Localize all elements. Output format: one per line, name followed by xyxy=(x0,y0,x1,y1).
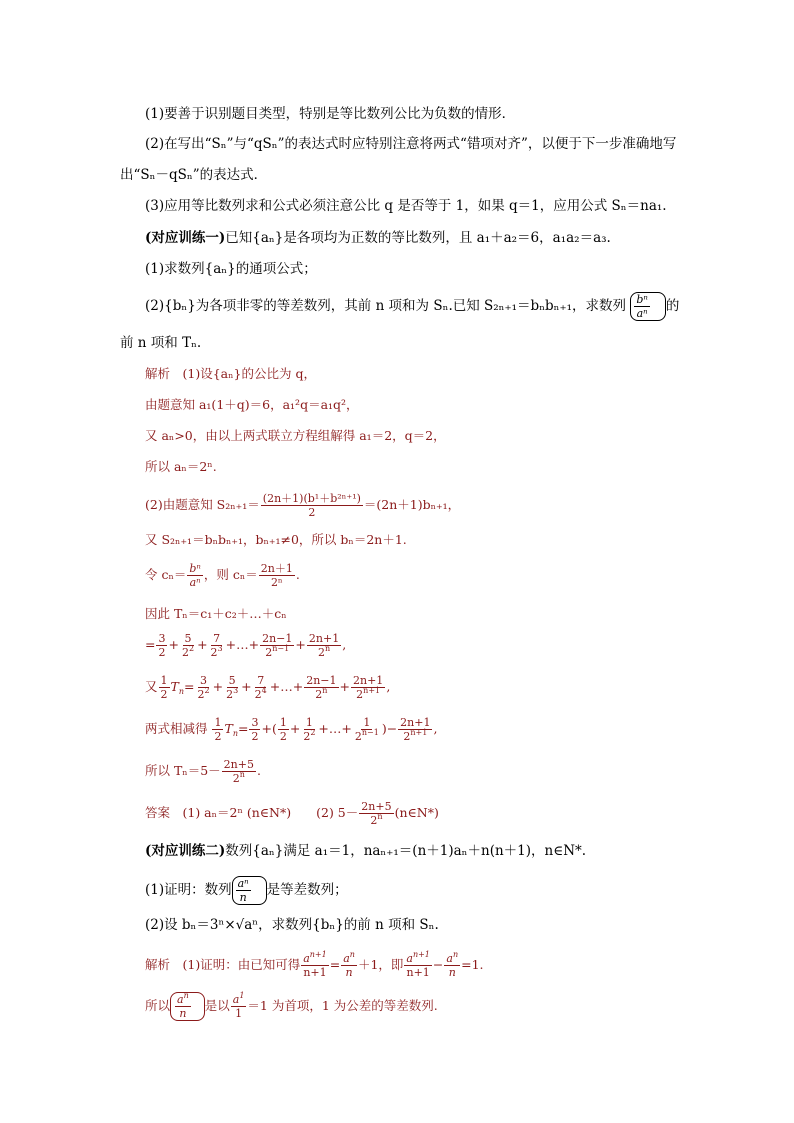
tip-1: (1)要善于识别题目类型，特别是等比数列公比为负数的情形． xyxy=(145,106,516,122)
exercise-2-part-1: (1)证明：数列 $\frac{\text{aⁿ}}{n}$ 是等差数列； xyxy=(145,877,348,904)
sol1-line-7: 令 cₙ＝ $\frac{\text{bⁿ}}{\text{aⁿ}}$ ，则 cₙ＝ $\frac{2n+1}{\text{2ⁿ}}$ . xyxy=(145,562,300,589)
exercise-1-heading: (对应训练一) xyxy=(145,230,226,246)
sol1-line-5: (2)由题意知 S₂ₙ₊₁＝ $\frac{\text{(2n＋1)(b¹＋b²ⁿ⁺¹)}}{2}$ ＝(2n＋1)bₙ₊₁， xyxy=(145,492,461,519)
exercise-2-statement: (对应训练二)数列{aₙ}满足 a₁＝1，naₙ₊₁＝(n＋1)aₙ＋n(n＋1)，n∈N*. xyxy=(145,843,587,859)
exercise-1-part-1: (1)求数列{aₙ}的通项公式； xyxy=(145,261,317,277)
sol1-line-4: 所以 aₙ＝2ⁿ. xyxy=(145,459,217,474)
sol2-line-1: 解析 (1)证明：由已知可得 $\frac{a^{n+1}}{n+1}$ = $\frac{a^n}{n}$ ＋1，即 $\frac{a^{n+1}}{n+1}$ − $\frac{a^n}{n}$ =1. xyxy=(145,950,484,979)
tip-3: (3)应用等比数列求和公式必须注意公比 q 是否等于 1，如果 q＝1，应用公式 Sₙ＝na₁. xyxy=(145,198,667,214)
exercise-2-part-2: (2)设 bₙ＝3ⁿ×√aⁿ，求数列{bₙ}的前 n 项和 Sₙ. xyxy=(145,917,439,933)
exercise-1-part-2: (2){bₙ}为各项非零的等差数列，其前 n 项和为 Sₙ.已知 S₂ₙ₊₁＝bₙbₙ₊₁，求数列 $\frac{\text{bⁿ}}{\text{aⁿ}}$ 的 xyxy=(145,293,680,320)
sol1-line-12: 所以 Tₙ＝5－ $\frac{2n+5}{2^n}$ . xyxy=(145,758,261,785)
sol1-line-8: 因此 Tₙ＝c₁＋c₂＋…＋cₙ xyxy=(145,606,287,621)
sequence-brace: $\frac{\text{bⁿ}}{\text{aⁿ}}$ xyxy=(630,292,666,321)
sol2-line-2: 所以 $\frac{a^n}{n}$ 是以 $\frac{a^1}{1}$ ＝1 为首项，1 为公差的等差数列. xyxy=(145,991,438,1020)
exercise-1-statement xyxy=(145,228,611,248)
tip-2-line-1: (2)在写出“Sₙ”与“qSₙ”的表达式时应特别注意将两式“错项对齐”，以便于下一步准确地写 xyxy=(145,136,677,152)
sol1-line-3: 又 aₙ>0，由以上两式联立方程组解得 a₁＝2，q＝2， xyxy=(145,428,446,443)
exercise-1-part-2-cont: 前 n 项和 Tₙ. xyxy=(120,335,202,351)
sol1-line-10: 又 $\frac{1}{2}$ $T_n=$ $\frac{3}{2^2}$ + $\frac{5}{2^3}$ + $\frac{7}{2^4}$ +…+ $\frac{2n-1}{2^n}$ + $\frac{2n+1}{2^{n+1}}$ , xyxy=(145,674,391,701)
sol1-line-2: 由题意知 a₁(1＋q)＝6，a₁²q＝a₁q²， xyxy=(145,397,359,412)
exercise-1-text: 已知{aₙ}是各项均为正数的等比数列，且 a₁＋a₂＝6，a₁a₂＝a₃. xyxy=(225,230,611,246)
sol1-line-11: 两式相减得 $\frac{1}{2}$ $T_n=$ $\frac{3}{2}$ +( $\frac{1}{2}$ + $\frac{1}{2^2}$ +…+ $\frac{1}{2^{n-1}}$ )− $\frac{2n+1}{2^{n+1}}$ , xyxy=(145,716,438,743)
sol1-line-1: 解析 (1)设{aₙ}的公比为 q， xyxy=(145,366,316,381)
tip-2-line-2: 出“Sₙ－qSₙ”的表达式． xyxy=(120,167,268,183)
sol1-line-6: 又 S₂ₙ₊₁＝bₙbₙ₊₁，bₙ₊₁≠0，所以 bₙ＝2n＋1. xyxy=(145,532,407,547)
exercise-2-heading: (对应训练二) xyxy=(145,843,226,859)
sol1-answer: 答案 (1) aₙ＝2ⁿ (n∈N*) (2) 5－ $\frac{2n+5}{2^n}$ (n∈N*) xyxy=(145,800,439,827)
sol1-line-9: = $\frac{3}{2}$ + $\frac{5}{2^2}$ + $\frac{7}{2^3}$ +…+ $\frac{2n-1}{2^{n-1}}$ + $\frac{2n+1}{2^n}$ , xyxy=(145,632,347,659)
